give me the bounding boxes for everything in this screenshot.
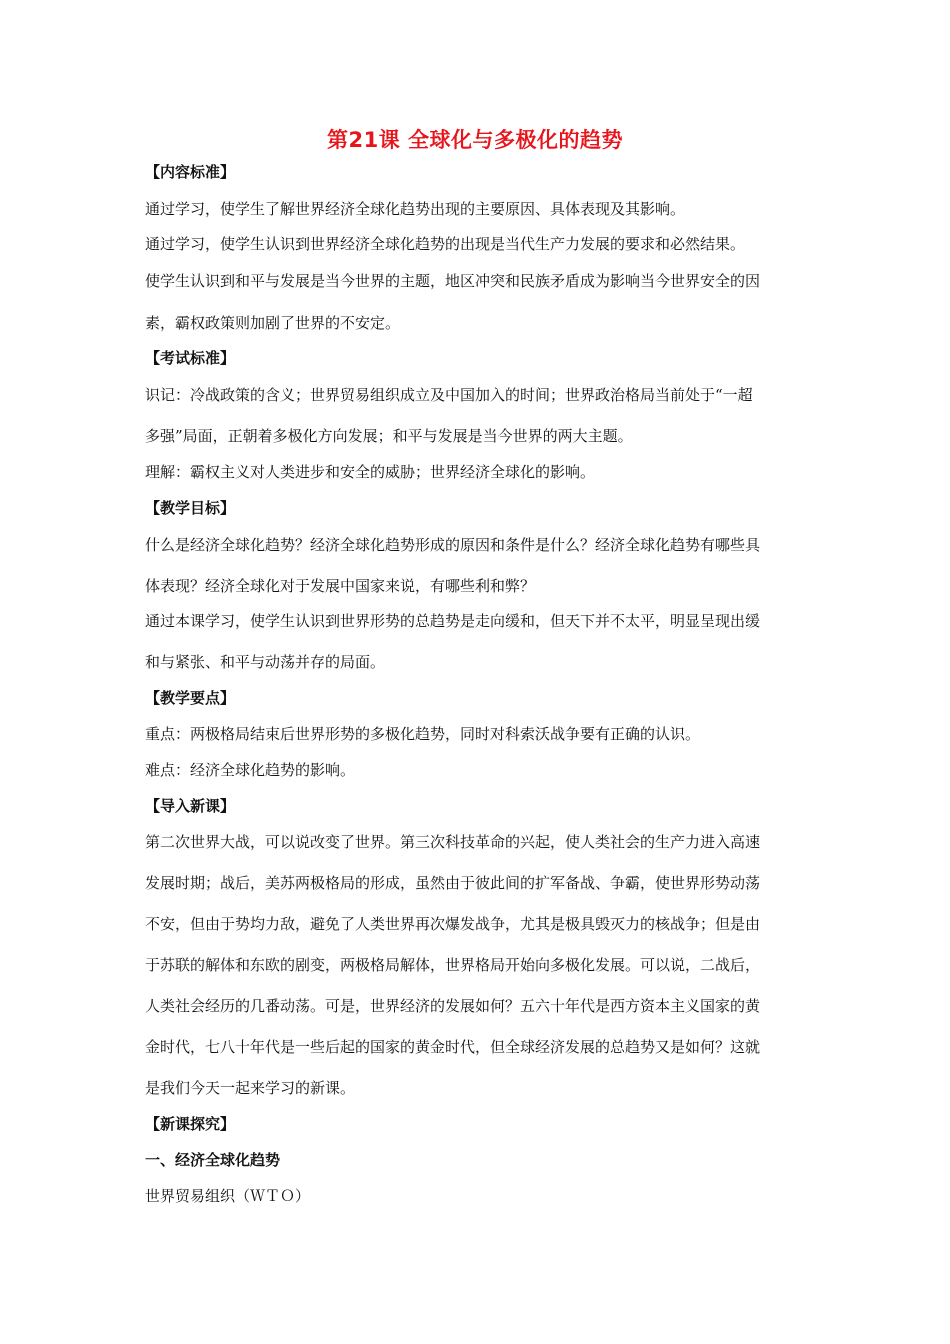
section-heading-teaching-points: 【教学要点】	[145, 689, 236, 707]
paragraph-line: 和与紧张、和平与动荡并存的局面。	[145, 653, 386, 671]
paragraph-line: 是我们今天一起来学习的新课。	[145, 1079, 356, 1097]
paragraph-line: 难点：经济全球化趋势的影响。	[145, 761, 356, 779]
section-heading-content-standard: 【内容标准】	[145, 163, 236, 181]
paragraph-line: 于苏联的解体和东欧的剧变，两极格局解体，世界格局开始向多极化发展。可以说，二战后，	[145, 956, 761, 974]
paragraph-line: 重点：两极格局结束后世界形势的多极化趋势，同时对科索沃战争要有正确的认识。	[145, 725, 701, 743]
section-heading-new-lesson: 【新课探究】	[145, 1115, 236, 1133]
paragraph-line: 识记：冷战政策的含义；世界贸易组织成立及中国加入的时间；世界政治格局当前处于“一超	[145, 386, 753, 404]
section-heading-introduction: 【导入新课】	[145, 797, 236, 815]
paragraph-line: 什么是经济全球化趋势？经济全球化趋势形成的原因和条件是什么？经济全球化趋势有哪些具	[145, 536, 761, 554]
paragraph-line: 理解：霸权主义对人类进步和安全的威胁；世界经济全球化的影响。	[145, 463, 596, 481]
paragraph-line: 第二次世界大战，可以说改变了世界。第三次科技革命的兴起，使人类社会的生产力进入高速	[145, 833, 761, 851]
paragraph-line: 人类社会经历的几番动荡。可是，世界经济的发展如何？五六十年代是西方资本主义国家的黄	[145, 997, 761, 1015]
paragraph-line: 金时代，七八十年代是一些后起的国家的黄金时代，但全球经济发展的总趋势又是如何？这就	[145, 1038, 761, 1056]
section-heading-exam-standard: 【考试标准】	[145, 349, 236, 367]
subsection-heading-economic-globalization: 一、经济全球化趋势	[145, 1151, 281, 1169]
paragraph-line: 多强”局面，正朝着多极化方向发展；和平与发展是当今世界的两大主题。	[145, 427, 633, 445]
section-heading-teaching-goals: 【教学目标】	[145, 499, 236, 517]
document-title: 第21课 全球化与多极化的趋势	[326, 128, 624, 152]
paragraph-line: 使学生认识到和平与发展是当今世界的主题，地区冲突和民族矛盾成为影响当今世界安全的因	[145, 272, 761, 290]
paragraph-line: 世界贸易组织（ＷＴＯ）	[145, 1187, 311, 1205]
paragraph-line: 体表现？经济全球化对于发展中国家来说，有哪些利和弊？	[145, 577, 536, 595]
paragraph-line: 通过学习，使学生了解世界经济全球化趋势出现的主要原因、具体表现及其影响。	[145, 200, 686, 218]
paragraph-line: 通过本课学习，使学生认识到世界形势的总趋势是走向缓和，但天下并不太平，明显呈现出缓	[145, 612, 761, 630]
paragraph-line: 通过学习，使学生认识到世界经济全球化趋势的出现是当代生产力发展的要求和必然结果。	[145, 235, 746, 253]
paragraph-line: 不安，但由于势均力敌，避免了人类世界再次爆发战争，尤其是极具毁灭力的核战争；但是由	[145, 915, 761, 933]
paragraph-line: 发展时期；战后，美苏两极格局的形成，虽然由于彼此间的扩军备战、争霸，使世界形势动荡	[145, 874, 761, 892]
paragraph-line: 素，霸权政策则加剧了世界的不安定。	[145, 314, 401, 332]
